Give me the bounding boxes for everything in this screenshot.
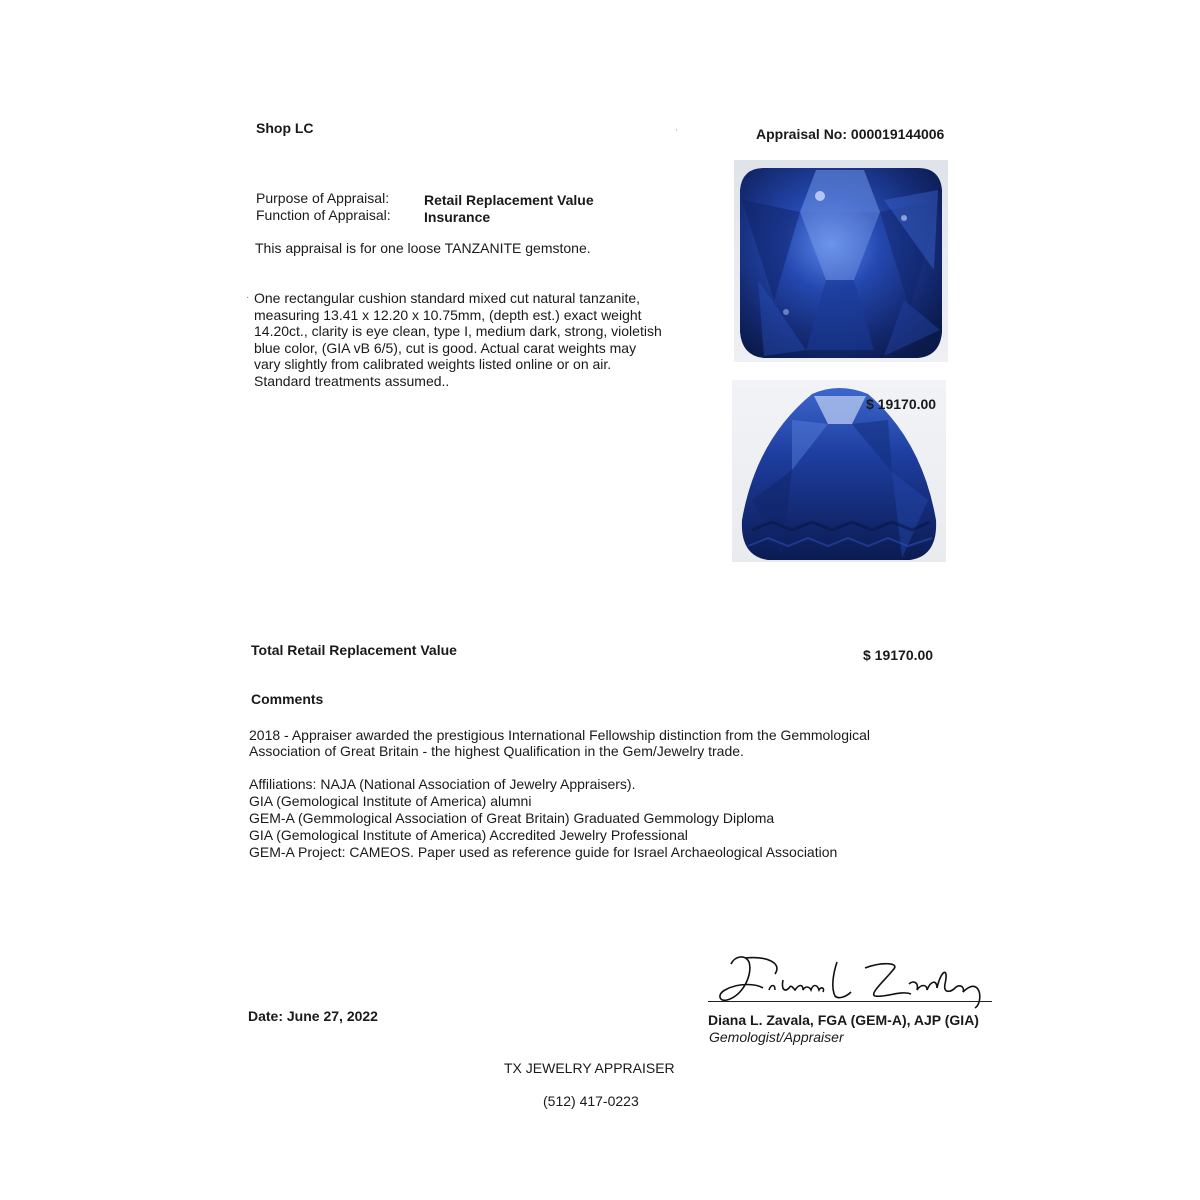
function-value: Insurance: [424, 209, 491, 225]
comments-text: [249, 727, 870, 759]
total-value: $ 19170.00: [863, 647, 934, 663]
appraiser-title: Gemologist/Appraiser: [709, 1029, 844, 1045]
affiliation-line: GIA (Gemological Institute of America) Accredited Jewelry Professional: [249, 827, 688, 843]
affiliations-list: [249, 776, 837, 861]
comments-heading: Comments: [251, 691, 324, 707]
company-name: Shop LC: [256, 120, 314, 136]
business-phone: (512) 417-0223: [543, 1093, 639, 1109]
appraiser-name: Diana L. Zavala, FGA (GEM-A), AJP (GIA): [708, 1012, 979, 1028]
comment-line: 2018 - Appraiser awarded the prestigious International Fellowship distinction from the Gemmological: [249, 727, 870, 743]
business-name: TX JEWELRY APPRAISER: [504, 1060, 675, 1076]
description-line: One rectangular cushion standard mixed cut natural tanzanite,: [254, 290, 641, 306]
purpose-label: Purpose of Appraisal:: [256, 190, 390, 206]
affiliation-line: GEM-A Project: CAMEOS. Paper used as reference guide for Israel Archaeological Association: [249, 844, 838, 860]
scan-mark: ·: [246, 292, 250, 303]
signature-line: [708, 1001, 992, 1002]
description-line: Standard treatments assumed..: [254, 372, 450, 389]
scan-mark: ': [676, 128, 678, 137]
description-line: vary slightly from calibrated weights listed online or on air.: [254, 356, 612, 372]
comment-line: Association of Great Britain - the highest Qualification in the Gem/Jewelry trade.: [249, 743, 744, 759]
total-label: Total Retail Replacement Value: [251, 642, 457, 658]
appraisal-date: Date: June 27, 2022: [248, 1008, 378, 1024]
appraisal-intro: This appraisal is for one loose TANZANITE gemstone.: [255, 240, 591, 256]
affiliation-line: GIA (Gemological Institute of America) alumni: [249, 793, 532, 809]
purpose-value: Retail Replacement Value: [424, 192, 594, 208]
description-line: blue color, (GIA vB 6/5), cut is good. Actual carat weights may: [254, 339, 637, 356]
gem-photo-top-view: [734, 160, 948, 362]
description-line: 14.20ct., clarity is eye clean, type I, medium dark, strong, violetish: [254, 323, 662, 339]
item-price: $ 19170.00: [866, 396, 937, 412]
affiliation-line: Affiliations: NAJA (National Association of Jewelry Appraisers).: [249, 776, 636, 792]
affiliation-line: GEM-A (Gemmological Association of Great Britain) Graduated Gemmology Diploma: [249, 810, 775, 826]
appraisal-number: Appraisal No: 000019144006: [756, 126, 945, 142]
function-label: Function of Appraisal:: [256, 207, 391, 223]
gem-description: [254, 290, 662, 389]
description-line: measuring 13.41 x 12.20 x 10.75mm, (depth est.) exact weight: [254, 306, 642, 323]
tanzanite-top-image: [734, 160, 948, 362]
